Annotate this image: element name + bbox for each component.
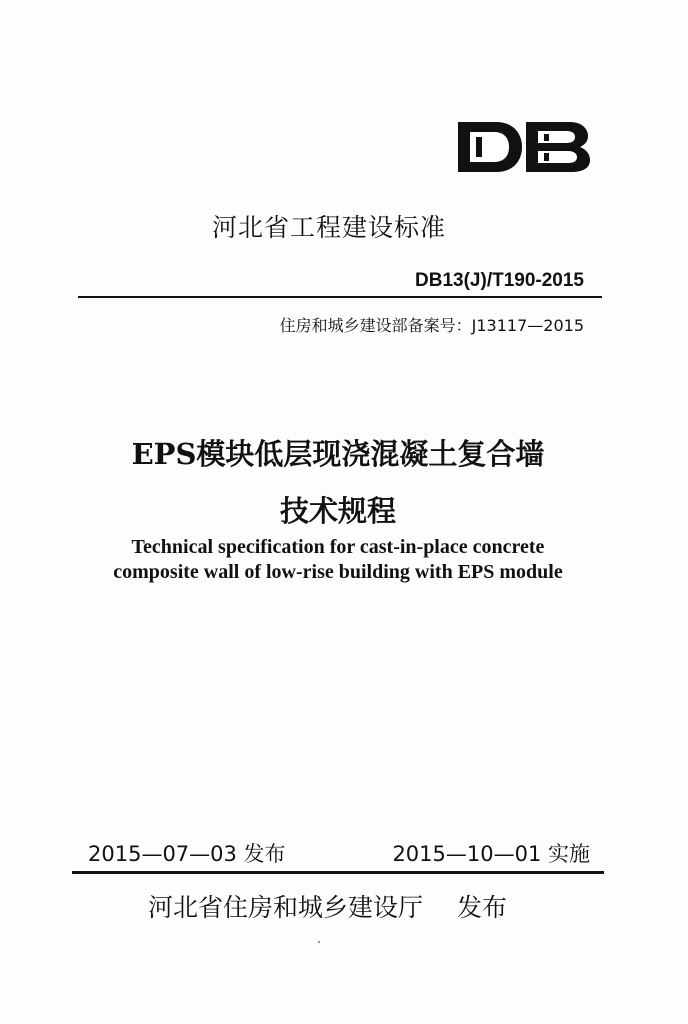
issuer-action: 发布 [457,893,508,922]
top-divider [78,296,602,298]
standard-series-title: 河北省工程建设标准 [212,213,447,242]
record-number: 住房和城乡建设部备案号：J13117—2015 [279,316,584,335]
title-english-line-2: composite wall of low-rise building with EPS module [113,561,563,583]
issue-date: 2015—07—03 发布 [88,842,286,866]
standard-code: DB13(J)/T190-2015 [415,270,584,291]
bottom-divider [72,871,604,874]
title-english-line-1: Technical specification for cast-in-place concrete [131,536,545,558]
implementation-date: 2015—10—01 实施 [392,842,590,866]
db-logo [452,118,592,176]
issuer-line [148,888,507,924]
db-logo-graphic [452,118,592,176]
scan-speck [318,941,320,943]
issuer-name: 河北省住房和城乡建设厅 [148,893,424,922]
title-chinese-line-2: 技术规程 [279,494,396,528]
title-chinese-line-1: EPS模块低层现浇混凝土复合墙 [131,437,545,471]
